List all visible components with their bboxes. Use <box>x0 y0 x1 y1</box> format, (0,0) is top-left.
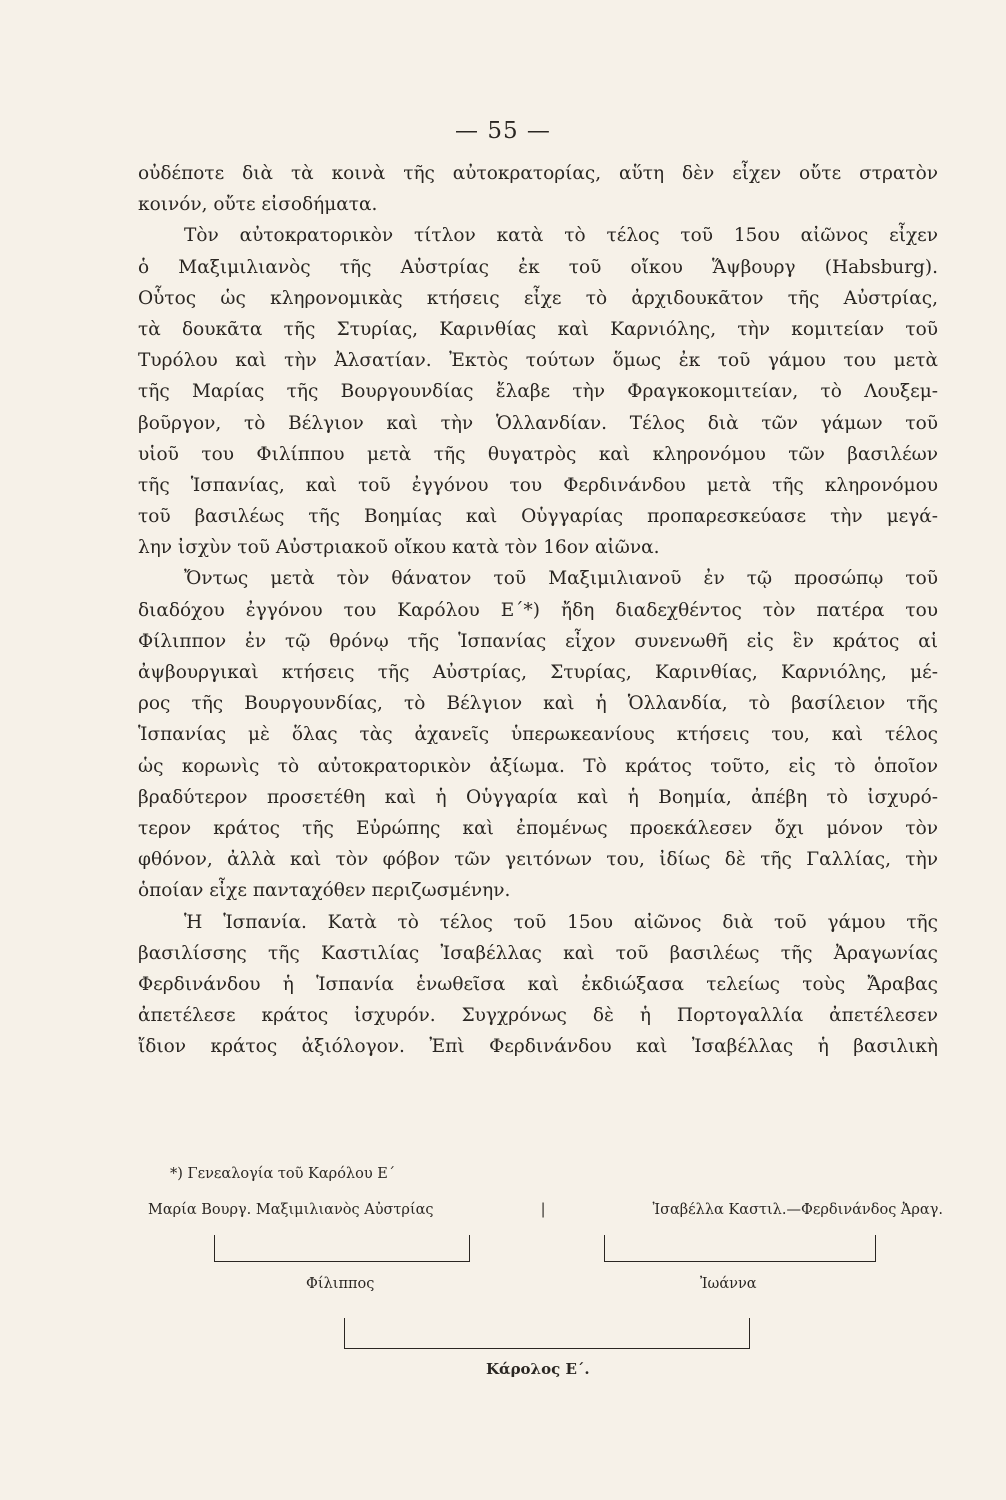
parent-couple-right: Ἰσαβέλλα Καστιλ.—Φερδινάνδος Ἀραγ. <box>652 1202 943 1218</box>
text-line: Φίλιππον ἐν τῷ θρόνῳ τῆς Ἱσπανίας εἶχον συνενωθῆ εἰς ἓν κράτος αἱ <box>138 630 938 652</box>
text-line: τῆς Ἱσπανίας, καὶ τοῦ ἐγγόνου του Φερδινάνδου μετὰ τῆς κληρονόμου <box>138 474 938 496</box>
text-line: Ἡ Ἱσπανία. Κατὰ τὸ τέλος τοῦ 15ου αἰῶνος διὰ τοῦ γάμου τῆς <box>184 911 938 933</box>
text-line: τὰ δουκᾶτα τῆς Στυρίας, Καρινθίας καὶ Καρνιόλης, τὴν κομιτείαν τοῦ <box>138 318 938 340</box>
text-line: ὡς κορωνὶς τὸ αὐτοκρατορικὸν ἀξίωμα. Τὸ κράτος τοῦτο, εἰς τὸ ὁποῖον <box>138 755 938 777</box>
text-line: ἀπετέλεσε κράτος ἰσχυρόν. Συγχρόνως δὲ ἡ Πορτογαλλία ἀπετέλεσεν <box>138 1005 938 1027</box>
bracket-left <box>214 1235 470 1262</box>
child-right: Ἰωάννα <box>700 1276 757 1292</box>
text-line: υἱοῦ του Φιλίππου μετὰ τῆς θυγατρὸς καὶ κληρονόμου τῶν βασιλέων <box>138 443 938 465</box>
text-line: Τυρόλου καὶ τὴν Ἀλσατίαν. Ἐκτὸς τούτων ὅμως ἐκ τοῦ γάμου του μετὰ <box>138 350 938 372</box>
page-number: — 55 — <box>455 118 551 144</box>
text-line: ὁ Μαξιμιλιανὸς τῆς Αὐστρίας ἐκ τοῦ οἴκου Ἅψβουργ (Habsburg). <box>138 256 938 278</box>
footnote-parents-row <box>148 1202 943 1218</box>
bracket-right <box>604 1235 876 1262</box>
grandchild: Κάρολος Ε΄. <box>486 1360 590 1378</box>
text-line: βραδύτερον προσετέθη καὶ ἡ Οὑγγαρία καὶ ἡ Βοημία, ἀπέβη τὸ ἰσχυρό- <box>138 786 938 808</box>
text-line: ἴδιον κράτος ἀξιόλογον. Ἐπὶ Φερδινάνδου καὶ Ἰσαβέλλας ἡ βασιλικὴ <box>138 1036 938 1058</box>
text-line: βοῦργον, τὸ Βέλγιον καὶ τὴν Ὁλλανδίαν. Τέλος διὰ τῶν γάμων τοῦ <box>138 412 938 434</box>
footnote-title: *) Γενεαλογία τοῦ Καρόλου Ε΄ <box>170 1166 396 1182</box>
text-line: τῆς Μαρίας τῆς Βουργουνδίας ἔλαβε τὴν Φραγκοκομιτείαν, τὸ Λουξεμ- <box>138 381 938 403</box>
child-left: Φίλιππος <box>306 1276 375 1292</box>
text-line: τοῦ βασιλέως τῆς Βοημίας καὶ Οὑγγαρίας προπαρεσκεύασε τὴν μεγά- <box>138 506 938 528</box>
text-line: οὐδέποτε διὰ τὰ κοινὰ τῆς αὐτοκρατορίας, αὕτη δὲν εἶχεν οὔτε στρατὸν <box>138 163 938 184</box>
body-text <box>138 158 938 1062</box>
text-line: Οὗτος ὡς κληρονομικὰς κτήσεις εἶχε τὸ ἀρχιδουκᾶτον τῆς Αὐστρίας, <box>138 287 938 309</box>
text-line: Τὸν αὐτοκρατορικὸν τίτλον κατὰ τὸ τέλος τοῦ 15ου αἰῶνος εἶχεν <box>184 225 938 247</box>
text-line: φθόνον, ἀλλὰ καὶ τὸν φόβον τῶν γειτόνων του, ἰδίως δὲ τῆς Γαλλίας, τὴν <box>138 849 938 871</box>
text-line: ὁποίαν εἶχε πανταχόθεν περιζωσμένην. <box>138 880 511 902</box>
text-line: τερον κράτος τῆς Εὐρώπης καὶ ἐπομένως προεκάλεσεν ὄχι μόνον τὸν <box>138 817 938 839</box>
parent-couple-left: Μαρία Βουργ. Μαξιμιλιανὸς Αὐστρίας <box>148 1202 434 1218</box>
text-line: Ὄντως μετὰ τὸν θάνατον τοῦ Μαξιμιλιανοῦ ἐν τῷ προσώπῳ τοῦ <box>184 568 938 590</box>
text-line: ρος τῆς Βουργουνδίας, τὸ Βέλγιον καὶ ἡ Ὁλλανδία, τὸ βασίλειον τῆς <box>138 693 938 715</box>
genealogy-footnote <box>0 1160 1006 1500</box>
text-line: ἀψβουργικαὶ κτήσεις τῆς Αὐστρίας, Στυρίας, Καρινθίας, Καρνιόλης, μέ- <box>138 662 938 683</box>
text-line: λην ἰσχὺν τοῦ Αὐστριακοῦ οἴκου κατὰ τὸν 16ον αἰῶνα. <box>138 537 660 559</box>
bracket-bottom <box>344 1318 750 1349</box>
text-line: Φερδινάνδου ἡ Ἱσπανία ἑνωθεῖσα καὶ ἐκδιώξασα τελείως τοὺς Ἄραβας <box>138 973 938 995</box>
text-line: διαδόχου ἐγγόνου του Καρόλου Ε΄*) ἤδη διαδεχθέντος τὸν πατέρα του <box>138 599 938 621</box>
text-line: βασιλίσσης τῆς Καστιλίας Ἰσαβέλλας καὶ τοῦ βασιλέως τῆς Ἀραγωνίας <box>138 942 938 964</box>
text-line: Ἱσπανίας μὲ ὅλας τὰς ἀχανεῖς ὑπερωκεανίους κτήσεις του, καὶ τέλος <box>138 724 938 746</box>
parent-separator: | <box>540 1202 546 1218</box>
text-line: κοινόν, οὔτε εἰσοδήματα. <box>138 194 378 216</box>
